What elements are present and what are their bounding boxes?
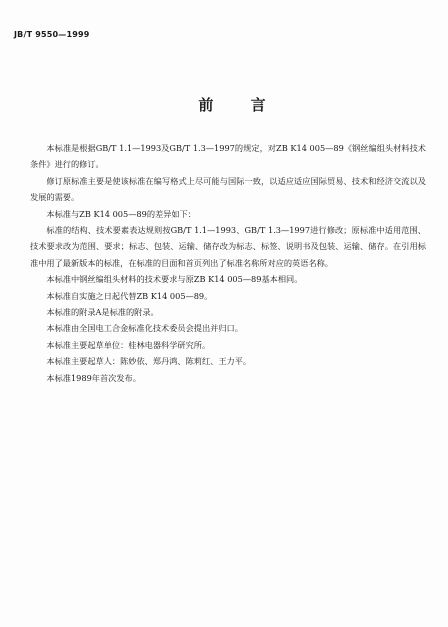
paragraph-revision-purpose: 修订原标准主要是使该标准在编写格式上尽可能与国际一致，以适应适应国际贸易、技术和经济交流以及发展的需要。 bbox=[30, 175, 426, 203]
foreword-body bbox=[30, 140, 426, 386]
standard-number: JB/T 9550—1999 bbox=[14, 30, 90, 39]
paragraph-differences-intro: 本标准与ZB K14 005—89的差异如下： bbox=[46, 208, 196, 219]
paragraph-technical-requirements: 本标准中钢丝编组头材料的技术要求与原ZB K14 005—89基本相同。 bbox=[46, 274, 303, 285]
paragraph-proposer: 本标准由全国电工合金标准化技术委员会提出并归口。 bbox=[46, 323, 243, 334]
paragraph-drafters: 本标准主要起草人：陈妙依、郑丹鸿、陈莉红、王力平。 bbox=[46, 356, 252, 367]
paragraph-appendix: 本标准的附录A是标准的附录。 bbox=[46, 307, 159, 318]
paragraph-first-issue: 本标准1989年首次发布。 bbox=[46, 372, 141, 383]
paragraph-revision-basis: 本标准是根据GB/T 1.1—1993及GB/T 1.3—1997的规定，对ZB K14 005—89《钢丝编组头材料技术条件》进行的修订。 bbox=[30, 143, 426, 170]
paragraph-drafting-unit: 本标准主要起草单位：桂林电器科学研究所。 bbox=[46, 339, 211, 350]
page-title: 前 言 bbox=[198, 96, 282, 114]
paragraph-replacement: 本标准自实施之日起代替ZB K14 005—89。 bbox=[46, 290, 213, 301]
paragraph-differences-detail: 标准的结构、技术要素表达规则按GB/T 1.1—1993、GB/T 1.3—1997进行修改；原标准中适用范围、技术要求改为范围、要求；标志、包装、运输、储存改为标志、标签、说明书及包装、运输、储存。在引用标准中用了最新版本的标准，在标准的目面和首页列出了标准名称所对应的英语名称。 bbox=[30, 225, 426, 268]
